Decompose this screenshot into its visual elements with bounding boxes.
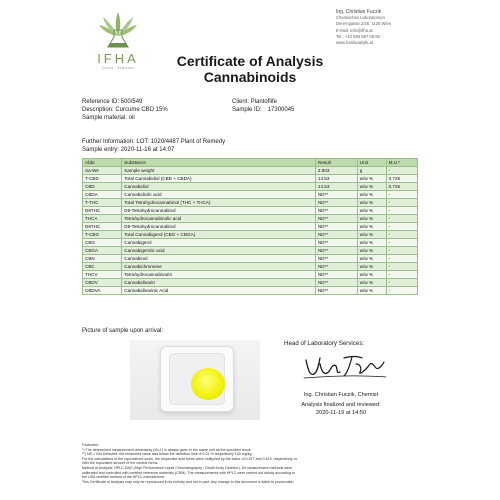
- cell-abbr: CBG: [83, 239, 122, 247]
- cell-abbr: CBDV: [83, 279, 122, 287]
- cell-result: ND**: [315, 247, 357, 255]
- table-row: [83, 231, 418, 239]
- cell-mu: -: [386, 247, 417, 255]
- cell-abbr: CBC: [83, 263, 122, 271]
- table-row: [83, 167, 418, 175]
- cell-mu: 0.726: [386, 175, 417, 183]
- lab-name: Ing. Christian Fuczik: [336, 9, 382, 15]
- cell-substance: Tetrahydrocannabivarin: [122, 271, 316, 279]
- cell-mu: -: [386, 215, 417, 223]
- cell-unit: w/w %: [357, 279, 386, 287]
- finalized-date: 2020-11-19 at 14:50: [316, 409, 366, 416]
- cell-abbr: D8THC: [83, 223, 122, 231]
- cell-unit: w/w %: [357, 191, 386, 199]
- cell-unit: w/w %: [357, 175, 386, 183]
- cell-abbr: D9THC: [83, 207, 122, 215]
- cell-substance: Total Cannabidiol (CBD + CBDA): [122, 175, 316, 183]
- cell-abbr: CBDVA: [83, 287, 122, 295]
- table-row: [83, 271, 418, 279]
- col-header-abbr: Abbr.: [83, 159, 122, 167]
- dish-well: [169, 353, 225, 405]
- table-row: [83, 223, 418, 231]
- cell-abbr: CBN: [83, 255, 122, 263]
- cell-result: ND**: [315, 199, 357, 207]
- finalized-info: [266, 402, 416, 417]
- table-row: [83, 175, 418, 183]
- cell-result: ND**: [315, 191, 357, 199]
- cell-abbr: CBDA: [83, 191, 122, 199]
- sample-dish: [160, 346, 234, 412]
- cell-unit: w/w %: [357, 215, 386, 223]
- cell-substance: Cannabidiolic acid: [122, 191, 316, 199]
- sample-id-value: 17300045: [267, 107, 295, 114]
- cell-unit: w/w %: [357, 207, 386, 215]
- col-header-substance: Substance: [122, 159, 316, 167]
- address-phone: Tel.: +43 660 867 08 65: [336, 33, 380, 39]
- footnote-line: For the calculations of the equivalence sums, the respective acid forms were multiplied by the factor of 0.877 and 0.878, respectively, to: [82, 456, 298, 461]
- table-row: [83, 239, 418, 247]
- cell-abbr: THCV: [83, 271, 122, 279]
- cell-substance: Tetrahydrocannabinolic acid: [122, 215, 316, 223]
- footnote-line: **) ND = Not Detected: the measured value was below the detection limit of 0.01 % respectively 100 mg/kg.: [82, 452, 253, 457]
- results-table: [82, 158, 418, 295]
- cell-unit: g: [357, 167, 386, 175]
- table-row: [83, 255, 418, 263]
- cell-substance: Sample weight: [122, 167, 316, 175]
- finalized-label: Analysis finalized and reviewed:: [301, 402, 381, 408]
- cell-mu: -: [386, 287, 417, 295]
- cell-mu: -: [386, 239, 417, 247]
- head-of-lab-label: Head of Laboratory Services:: [284, 340, 365, 347]
- cell-result: ND**: [315, 263, 357, 271]
- document-title: [100, 54, 400, 85]
- footnotes-title: Footnotes:: [82, 443, 99, 447]
- cell-abbr: CBD: [83, 183, 122, 191]
- cell-unit: w/w %: [357, 255, 386, 263]
- cell-mu: -: [386, 263, 417, 271]
- table-row: [83, 183, 418, 191]
- sample-id-label: Sample ID:: [232, 107, 262, 114]
- cell-substance: Cannabidivarin: [122, 279, 316, 287]
- photo-label: Picture of sample upon arrival:: [82, 328, 164, 334]
- table-row: [83, 279, 418, 287]
- address-line: Chemisches Laboratorium: [336, 15, 385, 21]
- sample-info-right: [232, 98, 294, 114]
- logo-wordmark: IFHA: [97, 51, 139, 66]
- sample-entry: Sample entry: 2020-11-16 at 14:07: [82, 147, 175, 154]
- cell-mu: -: [386, 279, 417, 287]
- cell-result: ND**: [315, 223, 357, 231]
- cannabis-flask-icon: [96, 10, 140, 50]
- cell-result: 14.53: [315, 183, 357, 191]
- table-row: [83, 199, 418, 207]
- table-row: [83, 263, 418, 271]
- address-line: Deremgasse 2/46, 1120 Wien: [336, 21, 392, 27]
- footnote-line: This Certificate of Analysis may only be reproduced in its entirety and not in part. Any change to this document is liable to prosecution: [82, 479, 294, 484]
- chemist-name: Ing. Christian Fuczik, Chemist: [303, 392, 379, 398]
- cell-mu: -: [386, 167, 417, 175]
- cell-abbr: Sa-We: [83, 167, 122, 175]
- sample-photo: [130, 340, 260, 420]
- cell-abbr: T-CBG: [83, 231, 122, 239]
- cell-result: 14.53: [315, 175, 357, 183]
- cell-abbr: T-CBD: [83, 175, 122, 183]
- cell-substance: Cannabigerol: [122, 239, 316, 247]
- table-row: [83, 287, 418, 295]
- table-row: [83, 191, 418, 199]
- cell-result: ND**: [315, 287, 357, 295]
- cell-substance: Total Cannabigerol (CBG + CBGA): [122, 231, 316, 239]
- footnote-line: the USA certified method of the HPLC manufacturer.: [82, 475, 166, 480]
- cell-mu: -: [386, 223, 417, 231]
- cell-unit: w/w %: [357, 247, 386, 255]
- cell-result: ND**: [315, 215, 357, 223]
- cell-result: ND**: [315, 231, 357, 239]
- cell-result: ND**: [315, 239, 357, 247]
- further-info: [82, 138, 225, 155]
- sample-oil-drop: [191, 368, 225, 400]
- cell-mu: -: [386, 255, 417, 263]
- reference-id: Reference ID: 500/549: [82, 99, 143, 105]
- col-header-unit: Unit: [357, 159, 386, 167]
- cell-mu: -: [386, 231, 417, 239]
- lab-address: [336, 9, 486, 46]
- cell-abbr: T-THC: [83, 199, 122, 207]
- cell-result: 3.503: [315, 167, 357, 175]
- cell-mu: -: [386, 191, 417, 199]
- table-row: [83, 207, 418, 215]
- cell-unit: w/w %: [357, 183, 386, 191]
- cell-unit: w/w %: [357, 263, 386, 271]
- cell-substance: Cannabigerolic acid: [122, 247, 316, 255]
- title-line-2: Cannabinoids: [203, 68, 297, 85]
- logo-subtitle: Canna · Terpenes: [101, 66, 135, 70]
- cell-abbr: THCA: [83, 215, 122, 223]
- footnote-line: Method of Analysis: HPLC-DAD (High Performance Liquid Chromatography - Diode Array Detector). All measurement methods were: [82, 465, 293, 470]
- cell-mu: 0.726: [386, 183, 417, 191]
- title-line-1: Certificate of Analysis: [176, 53, 324, 69]
- col-header-result: Result: [315, 159, 357, 167]
- table-row: [83, 215, 418, 223]
- cell-substance: Cannabidivarinic Acid: [122, 287, 316, 295]
- table-body: [83, 167, 418, 295]
- address-website: www.hanfanalytik.at: [336, 40, 374, 46]
- footnote-line: calibrated and controlled with certified reference materials (CRM). The measurements with HPLC were carried out strictly according to: [82, 470, 295, 475]
- cell-unit: w/w %: [357, 199, 386, 207]
- cell-mu: -: [386, 207, 417, 215]
- cell-unit: w/w %: [357, 271, 386, 279]
- address-email: E-Mail: info@ifha.at: [336, 27, 373, 33]
- table-row: [83, 247, 418, 255]
- cell-unit: w/w %: [357, 231, 386, 239]
- cell-result: ND**: [315, 255, 357, 263]
- footnote-line: *) The determined measurement uncertainty (M.U.) is always given in the same unit as the specified result.: [82, 447, 252, 452]
- cell-unit: w/w %: [357, 239, 386, 247]
- cell-mu: -: [386, 199, 417, 207]
- cell-substance: Cannabinol: [122, 255, 316, 263]
- cell-unit: w/w %: [357, 287, 386, 295]
- sample-material: Sample material: oil: [82, 115, 135, 122]
- sample-id: [232, 106, 294, 114]
- client: Client: Plantoflife: [232, 99, 278, 105]
- table-header-row: [83, 159, 418, 167]
- sample-info-left: [82, 98, 168, 123]
- cell-result: ND**: [315, 207, 357, 215]
- cell-substance: Total Tetrahydrocannabinol (THC + THCA): [122, 199, 316, 207]
- cell-unit: w/w %: [357, 223, 386, 231]
- cell-substance: D9-Tetrahydrocannabinol: [122, 207, 316, 215]
- further-information: Further Information: LOT: 1020/4487 Plant of Remedy: [82, 139, 226, 145]
- footnote-line: infer the equivalent amount of the neutral forms.: [82, 461, 159, 466]
- description: Description: Curcume CBD 15%: [82, 107, 168, 114]
- cell-mu: -: [386, 271, 417, 279]
- col-header-mu: M.U.*: [386, 159, 417, 167]
- cell-substance: Cannabidiol: [122, 183, 316, 191]
- footnotes: [82, 443, 422, 484]
- handwritten-signature: [300, 352, 390, 389]
- cell-result: ND**: [315, 271, 357, 279]
- cell-abbr: CBGA: [83, 247, 122, 255]
- cell-substance: Cannabichromene: [122, 263, 316, 271]
- cell-result: ND**: [315, 279, 357, 287]
- cell-substance: D8-Tetrahydrocannabinol: [122, 223, 316, 231]
